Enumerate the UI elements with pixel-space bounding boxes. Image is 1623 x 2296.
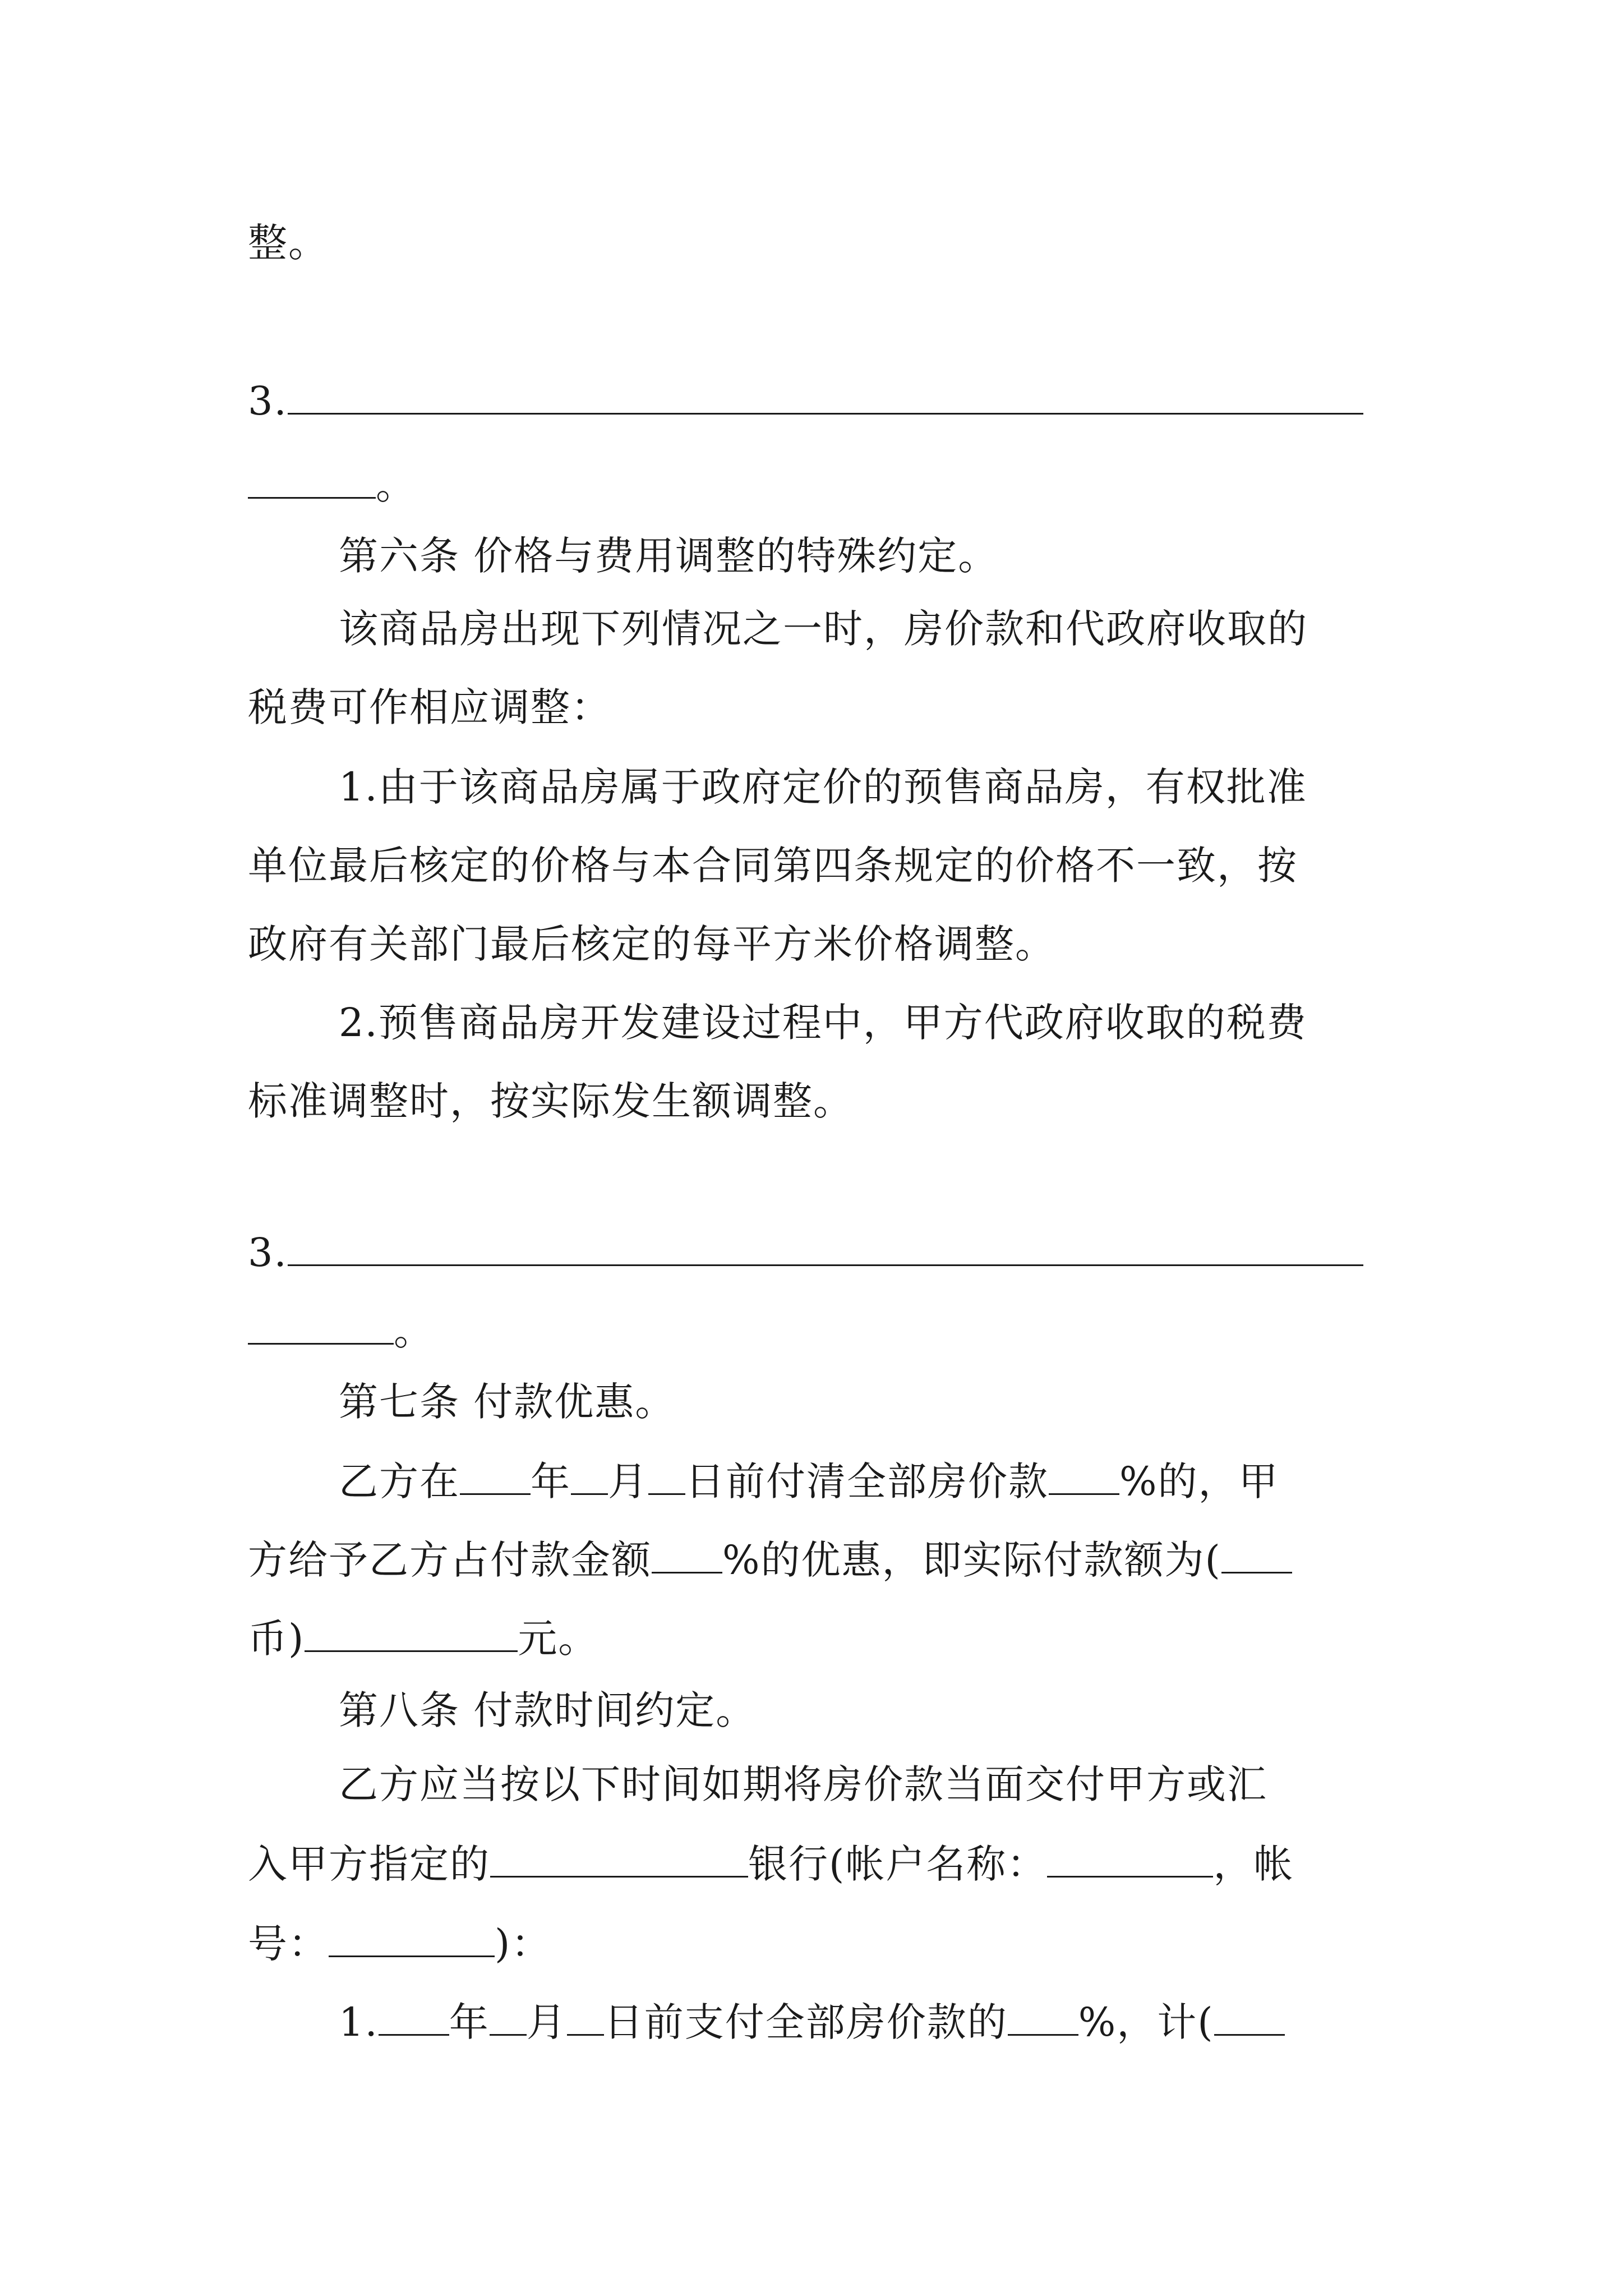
- blank-underline: [652, 1539, 722, 1573]
- text-line-2: [248, 378, 1363, 424]
- text-line-8: [248, 843, 1298, 889]
- text: 税费可作相应调整：: [248, 684, 611, 730]
- text: %的，甲: [1119, 1458, 1279, 1504]
- blank-underline: [305, 1618, 518, 1652]
- text: 乙方应当按以下时间如期将房价款当面交付甲方或汇: [339, 1761, 1267, 1807]
- text-line-9: [248, 921, 1055, 967]
- item-number: 3.: [248, 378, 288, 424]
- blank-underline: [248, 464, 376, 499]
- blank-underline: [1047, 1843, 1213, 1878]
- text-line-19: [339, 1761, 1267, 1807]
- text: %的优惠，即实际付款额为(: [722, 1537, 1221, 1583]
- text: 第八条 付款时间约定。: [339, 1687, 757, 1733]
- text-line-5: [339, 606, 1308, 652]
- text-line-10: [339, 1000, 1307, 1046]
- blank-underline: [490, 2001, 527, 2036]
- blank-underline: [248, 1310, 394, 1345]
- text: 银行(帐户名称：: [748, 1841, 1048, 1887]
- text: 2.预售商品房开发建设过程中，甲方代政府收取的税费: [339, 1000, 1307, 1046]
- text: 日前付清全部房价款: [685, 1458, 1049, 1504]
- blank-underline: [648, 1461, 685, 1495]
- text: 元。: [518, 1616, 599, 1662]
- text: 第六条 价格与费用调整的特殊约定。: [339, 533, 999, 579]
- text-line-15: [339, 1458, 1279, 1504]
- text: 。: [376, 462, 416, 508]
- text-line-12: [248, 1230, 1363, 1276]
- text: 标准调整时，按实际发生额调整。: [248, 1078, 854, 1124]
- text: 第七条 付款优惠。: [339, 1379, 676, 1425]
- text: 日前支付全部房价款的: [603, 1999, 1008, 2045]
- blank-underline: [490, 1843, 748, 1878]
- blank-underline: [460, 1461, 531, 1495]
- text: 方给予乙方占付款金额: [248, 1537, 652, 1583]
- article-8-heading: [339, 1687, 757, 1733]
- blank-underline: [329, 1923, 495, 1957]
- text: 币): [248, 1616, 305, 1662]
- text: 乙方在: [339, 1458, 460, 1504]
- text: 号：: [248, 1921, 329, 1967]
- text-line-6: [248, 684, 611, 730]
- text: 年: [449, 1999, 490, 2045]
- text-line-13: [248, 1308, 434, 1354]
- item-number: 3.: [248, 1230, 288, 1276]
- blank-underline: [1214, 2001, 1285, 2036]
- blank-underline: [379, 2001, 449, 2036]
- text: 1.: [339, 1999, 379, 2045]
- text-line-20: [248, 1841, 1294, 1887]
- text-line-7: [339, 764, 1307, 810]
- text-line-3: [248, 462, 416, 508]
- text: 月: [526, 1999, 567, 2045]
- article-7-heading: [339, 1379, 676, 1425]
- text-line-22: [339, 1999, 1285, 2045]
- text: )：: [495, 1921, 552, 1967]
- text: 。: [394, 1308, 434, 1354]
- blank-underline: [571, 1461, 608, 1495]
- text-line-17: [248, 1616, 599, 1662]
- blank-underline: [567, 2001, 604, 2036]
- blank-underline: [1008, 2001, 1078, 2036]
- text: %，计(: [1078, 1999, 1214, 2045]
- blank-underline: [1221, 1539, 1292, 1573]
- text: 年: [531, 1458, 571, 1504]
- text-line-21: [248, 1921, 552, 1967]
- blank-underline: [288, 380, 1363, 415]
- text-line-11: [248, 1078, 854, 1124]
- text: 月: [608, 1458, 648, 1504]
- text: 单位最后核定的价格与本合同第四条规定的价格不一致，按: [248, 843, 1298, 889]
- text: 入甲方指定的: [248, 1841, 490, 1887]
- text-line-1: [248, 220, 329, 266]
- blank-underline: [288, 1232, 1363, 1266]
- text-line-16: [248, 1537, 1292, 1583]
- text: ，帐: [1213, 1841, 1294, 1887]
- text: 整。: [248, 220, 329, 266]
- text: 政府有关部门最后核定的每平方米价格调整。: [248, 921, 1055, 967]
- article-6-heading: [339, 533, 999, 579]
- blank-underline: [1049, 1461, 1119, 1495]
- text: 该商品房出现下列情况之一时，房价款和代政府收取的: [339, 606, 1308, 652]
- text: 1.由于该商品房属于政府定价的预售商品房，有权批准: [339, 764, 1307, 810]
